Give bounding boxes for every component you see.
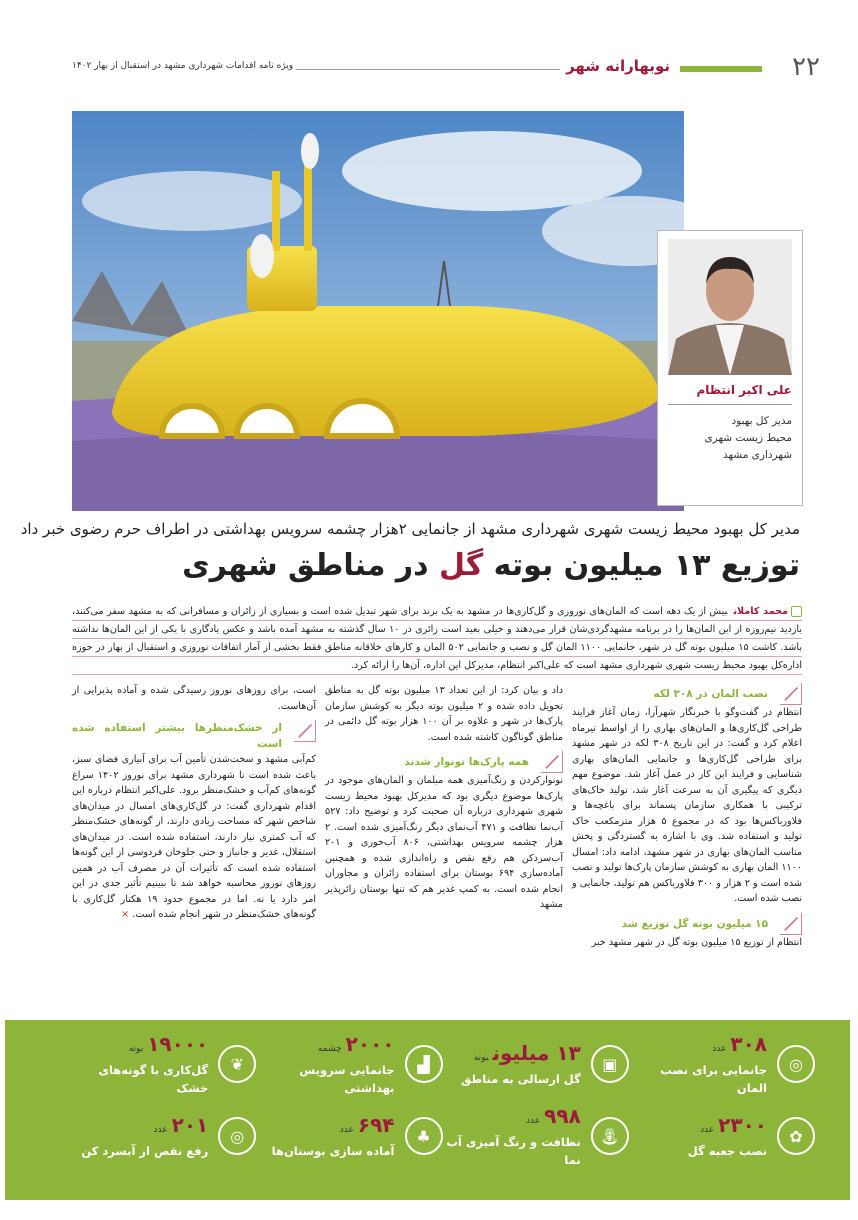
stat-label: جانمایی سرویس بهداشتی: [299, 1062, 395, 1095]
stats-band: [5, 1020, 850, 1200]
profile-box: [657, 230, 803, 506]
subheading-text: همه پارک‌ها نونوار شدند: [404, 756, 529, 768]
arrow-icon: [780, 913, 802, 935]
stat-number: ۹۹۸: [544, 1103, 581, 1128]
stat-value: [629, 1032, 767, 1061]
profile-title-line: محیط زیست شهری: [704, 432, 792, 444]
article-body: [72, 603, 802, 1220]
stats-grid: [70, 1031, 815, 1167]
paragraph: داد و بیان کرد: از این تعداد ۱۳ میلیون بوته گل به مناطق تحویل داده شده و ۲ میلیون بوته دیگر به کوشش سازمان پارک‌ها در شهر و علاوه بر آن ۱۰۰ هزار بوته گل دائمی در مناطق گوناگون کاشته شده است.: [325, 685, 563, 743]
subheading: [325, 751, 563, 773]
page-number: ۲۲: [792, 51, 820, 81]
subheading-text: نصب المان در ۳۰۸ لکه: [653, 688, 768, 700]
stat-value: [272, 1113, 395, 1142]
header-rule: [296, 69, 560, 70]
stat-label: گل ارسالی به مناطق: [461, 1071, 581, 1086]
article-column: [72, 683, 316, 950]
stat-unit: عدد: [526, 1115, 541, 1126]
arrow-icon: [780, 683, 802, 705]
article-columns: [72, 683, 802, 950]
stat-item: [256, 1031, 442, 1095]
stat-item: [443, 1103, 629, 1167]
stat-number: ۲۳۰۰: [718, 1112, 767, 1137]
stat-unit: عدد: [339, 1124, 354, 1135]
subheading: [72, 720, 316, 752]
bouquet-icon: ✿: [777, 1117, 815, 1155]
stat-unit: بوته: [128, 1043, 144, 1054]
stat-item: [443, 1035, 629, 1093]
stat-item: [629, 1031, 815, 1095]
article-headline: [182, 548, 800, 583]
toilet-icon: ▟: [405, 1045, 443, 1083]
stat-value: [81, 1113, 208, 1142]
article-deck: مدیر کل بهبود محیط زیست شهری شهرداری مشهد از جانمایی ۲هزار چشمه سرویس بهداشتی در اطراف حرم رضوی خبر داد: [20, 520, 800, 538]
stat-label: رفع نقص از آبسرد کن: [81, 1143, 209, 1158]
page-header: [60, 51, 820, 83]
stat-unit: عدد: [700, 1124, 715, 1135]
arrow-icon: [541, 751, 563, 773]
headline-highlight: گل: [439, 548, 484, 583]
headline-part: در مناطق شهری: [182, 548, 439, 583]
stat-number: ۳۰۸: [730, 1031, 767, 1056]
section-bar: [680, 66, 762, 72]
section-title: نوبهارانه شهر: [566, 57, 670, 75]
issue-title: ویژه نامه اقدامات شهرداری مشهد در استقبال از بهار ۱۴۰۲: [72, 61, 294, 71]
stat-unit: عدد: [712, 1043, 727, 1054]
subheading: [572, 913, 802, 935]
intro-text: بیش از یک دهه است که المان‌های نوروزی و گل‌کاری‌ها در مشهد به یک برند برای شهر تبدیل شده است و بسیاری از زائران و مسافرانی که به مشهد سفر می‌کنند، بازدید نیم‌روزه از این المان‌ها را در برنامه مشهدگردی‌شان قرار می‌دهند و خیلی بعید است زائری در ۱۰ سال گذشته به مشهد آمده باشد و عکس یادگاری با یکی از این المان‌ها نداشته باشد. کاشت ۱۵ میلیون بوته گل در شهر، جانمایی ۱۱۰۰ المان گل و نصب و جانمایی ۵۰۲ المان و کارهای خلاقانه مناطق فقط بخشی از آمار اتفاقات نوروزی و استقبال از بهار در حوزه اداره‌کل بهبود محیط زیست شهری شهرداری مشهد است که علی‌اکبر انتظام، مدیرکل این اداره، آن‌ها را ارائه کرد.: [72, 606, 802, 671]
stat-value: [461, 1041, 581, 1070]
stat-number: ۲۰۱: [171, 1112, 209, 1137]
stat-label: گل‌کاری با گونه‌های خشک: [98, 1062, 209, 1095]
stat-number: ۶۹۴: [357, 1112, 395, 1137]
divider: [668, 404, 792, 405]
stat-number: ۱۳ میلیون: [492, 1040, 581, 1065]
stat-label: نصب جعبه گل: [687, 1143, 767, 1158]
subheading-text: از خشک‌منظرها بیشتر استفاده شده است: [72, 722, 282, 750]
stat-unit: چشمه: [318, 1043, 342, 1054]
arrow-icon: [294, 720, 316, 742]
article-column: [325, 683, 563, 950]
stat-value: [688, 1113, 767, 1142]
gift-icon: ▣: [591, 1045, 629, 1083]
stat-item: [256, 1107, 442, 1165]
paragraph: انتظام در گفت‌وگو با خبرنگار شهرآرا، زمان آغاز فرایند طراحی گل‌کاری‌ها و المان‌های بهاری را از اواسط تیرماه اعلام کرد و گفت: در این تاریخ ۳۰۸ لکه در شهر مشهد برای طراحی گل‌کاری‌ها و جانمایی المان‌های بهاری شناسایی و فرایند این کار در عمل آغاز شد. موضوع مهم دیگری که پیگیری آن به سرعت آغاز شد، تولید خاک‌های ترکیبی با همکاری سازمان پسماند برای باغچه‌ها و فلاورباکس‌ها بود که در مجموع ۵ هزار مترمکعب خاک تولید و استفاده شد. وی با اشاره به گستردگی و پخش مناسب المان‌های بهاری در شهر مشهد، ادامه داد: امسال ۱۱۰۰ المان بهاری به کوشش سازمان پارک‌ها تولید و نصب شده است و ۲ هزار و ۳۰۰ فلاورباکس هم تولید، جانمایی و نصب شده است.: [572, 707, 803, 904]
target-icon: ◎: [218, 1117, 256, 1155]
subheading: [572, 683, 802, 705]
profile-title-line: شهرداری مشهد: [723, 449, 792, 461]
article-column: [572, 683, 802, 950]
stat-number: ۲۰۰۰: [345, 1031, 395, 1056]
stat-unit: بوته: [473, 1052, 489, 1063]
paragraph: است، برای روزهای نوروز رسیدگی شده و آماده پذیرایی از آن‌هاست.: [72, 685, 316, 712]
headline-part: توزیع ۱۳ میلیون بوته: [483, 548, 800, 583]
stat-label: آماده سازی بوستان‌ها: [271, 1143, 395, 1158]
paragraph-text: کم‌آبی مشهد و سخت‌شدن تأمین آب برای آبیاری فضای سبز، باعث شده است تا شهرداری مشهد برای نوروز ۱۴۰۲ سراغ گونه‌های کم‌آب و خشک‌منظر برود. علی‌اکبر انتظام درباره این اقدام شهرداری گفت: در گل‌کاری‌های امسال در میدان‌های شاخص شهر که مساحت زیادی دارند، از گونه‌های خشک‌منظر که آب کمتری نیاز دارند، استفاده شده است. در میدان‌های استقلال، غدیر و جانباز و حتی جلوخان فردوسی از این گونه‌ها استفاده شده است که تأثیرات آن در مصرف آب در همین روزهای نوروز محاسبه خواهد شد تا ببینیم تأثیر جدی در این امر دارد یا نه. اما در مجموع حدود ۱۹ هکتار گل‌کاری با گونه‌های خشک‌منظر در شهر انجام شده است.: [72, 754, 316, 920]
fountain-icon: ⛲︎: [591, 1117, 629, 1155]
stat-item: [70, 1107, 256, 1165]
paragraph: [72, 752, 316, 923]
submarine-photo: [72, 111, 684, 511]
profile-name: علی اکبر انتظام: [696, 383, 792, 397]
profile-title-line: مدیر کل بهبود: [731, 415, 792, 427]
paragraph: نونوارکردن و رنگ‌آمیزی همه مبلمان و المان‌های موجود در پارک‌ها موضوع دیگری بود که مدیرکل بهبود محیط زیست شهری شهرداری درباره آن صحبت کرد و توضیح داد: ۵۲۷ آب‌نما نظافت و ۴۷۱ آب‌نمای دیگر رنگ‌آمیزی شده است. ۲ هزار چشمه سرویس بهداشتی، ۸۰۶ آب‌خوری و ۲۰۱ آب‌سردکن هم رفع نقص و راه‌اندازی شده و همچنین آماده‌سازی ۶۹۴ بوستان برای استفاده زائران و مجاوران انجام شده است. به کمپ غدیر هم که تنها بوستان زائرپذیر مشهد: [325, 775, 563, 910]
leaf-icon: ❦: [218, 1045, 256, 1083]
article-intro: [72, 603, 802, 675]
stat-item: [70, 1031, 256, 1095]
target-icon: ◎: [777, 1045, 815, 1083]
stat-label: جانمایی برای نصب المان: [660, 1062, 767, 1095]
stat-value: [70, 1032, 208, 1061]
paragraph: انتظام از توزیع ۱۵ میلیون بوته گل در شهر مشهد خبر: [591, 936, 802, 948]
tree-icon: ♣: [405, 1117, 443, 1155]
subheading-text: ۱۵ میلیون بوته گل توزیع شد: [621, 917, 768, 930]
stat-unit: عدد: [153, 1124, 168, 1135]
pen-icon: [791, 606, 802, 617]
stat-label: نظافت و رنگ آمیزی آب نما: [446, 1134, 581, 1167]
stat-item: [629, 1107, 815, 1165]
stat-value: [256, 1032, 394, 1061]
portrait-photo: [668, 239, 792, 375]
stat-number: ۱۹۰۰۰: [147, 1031, 209, 1056]
author-name: محمد کاملان: [733, 606, 788, 617]
stat-value: [443, 1104, 581, 1133]
end-mark-icon: ×: [121, 909, 130, 920]
